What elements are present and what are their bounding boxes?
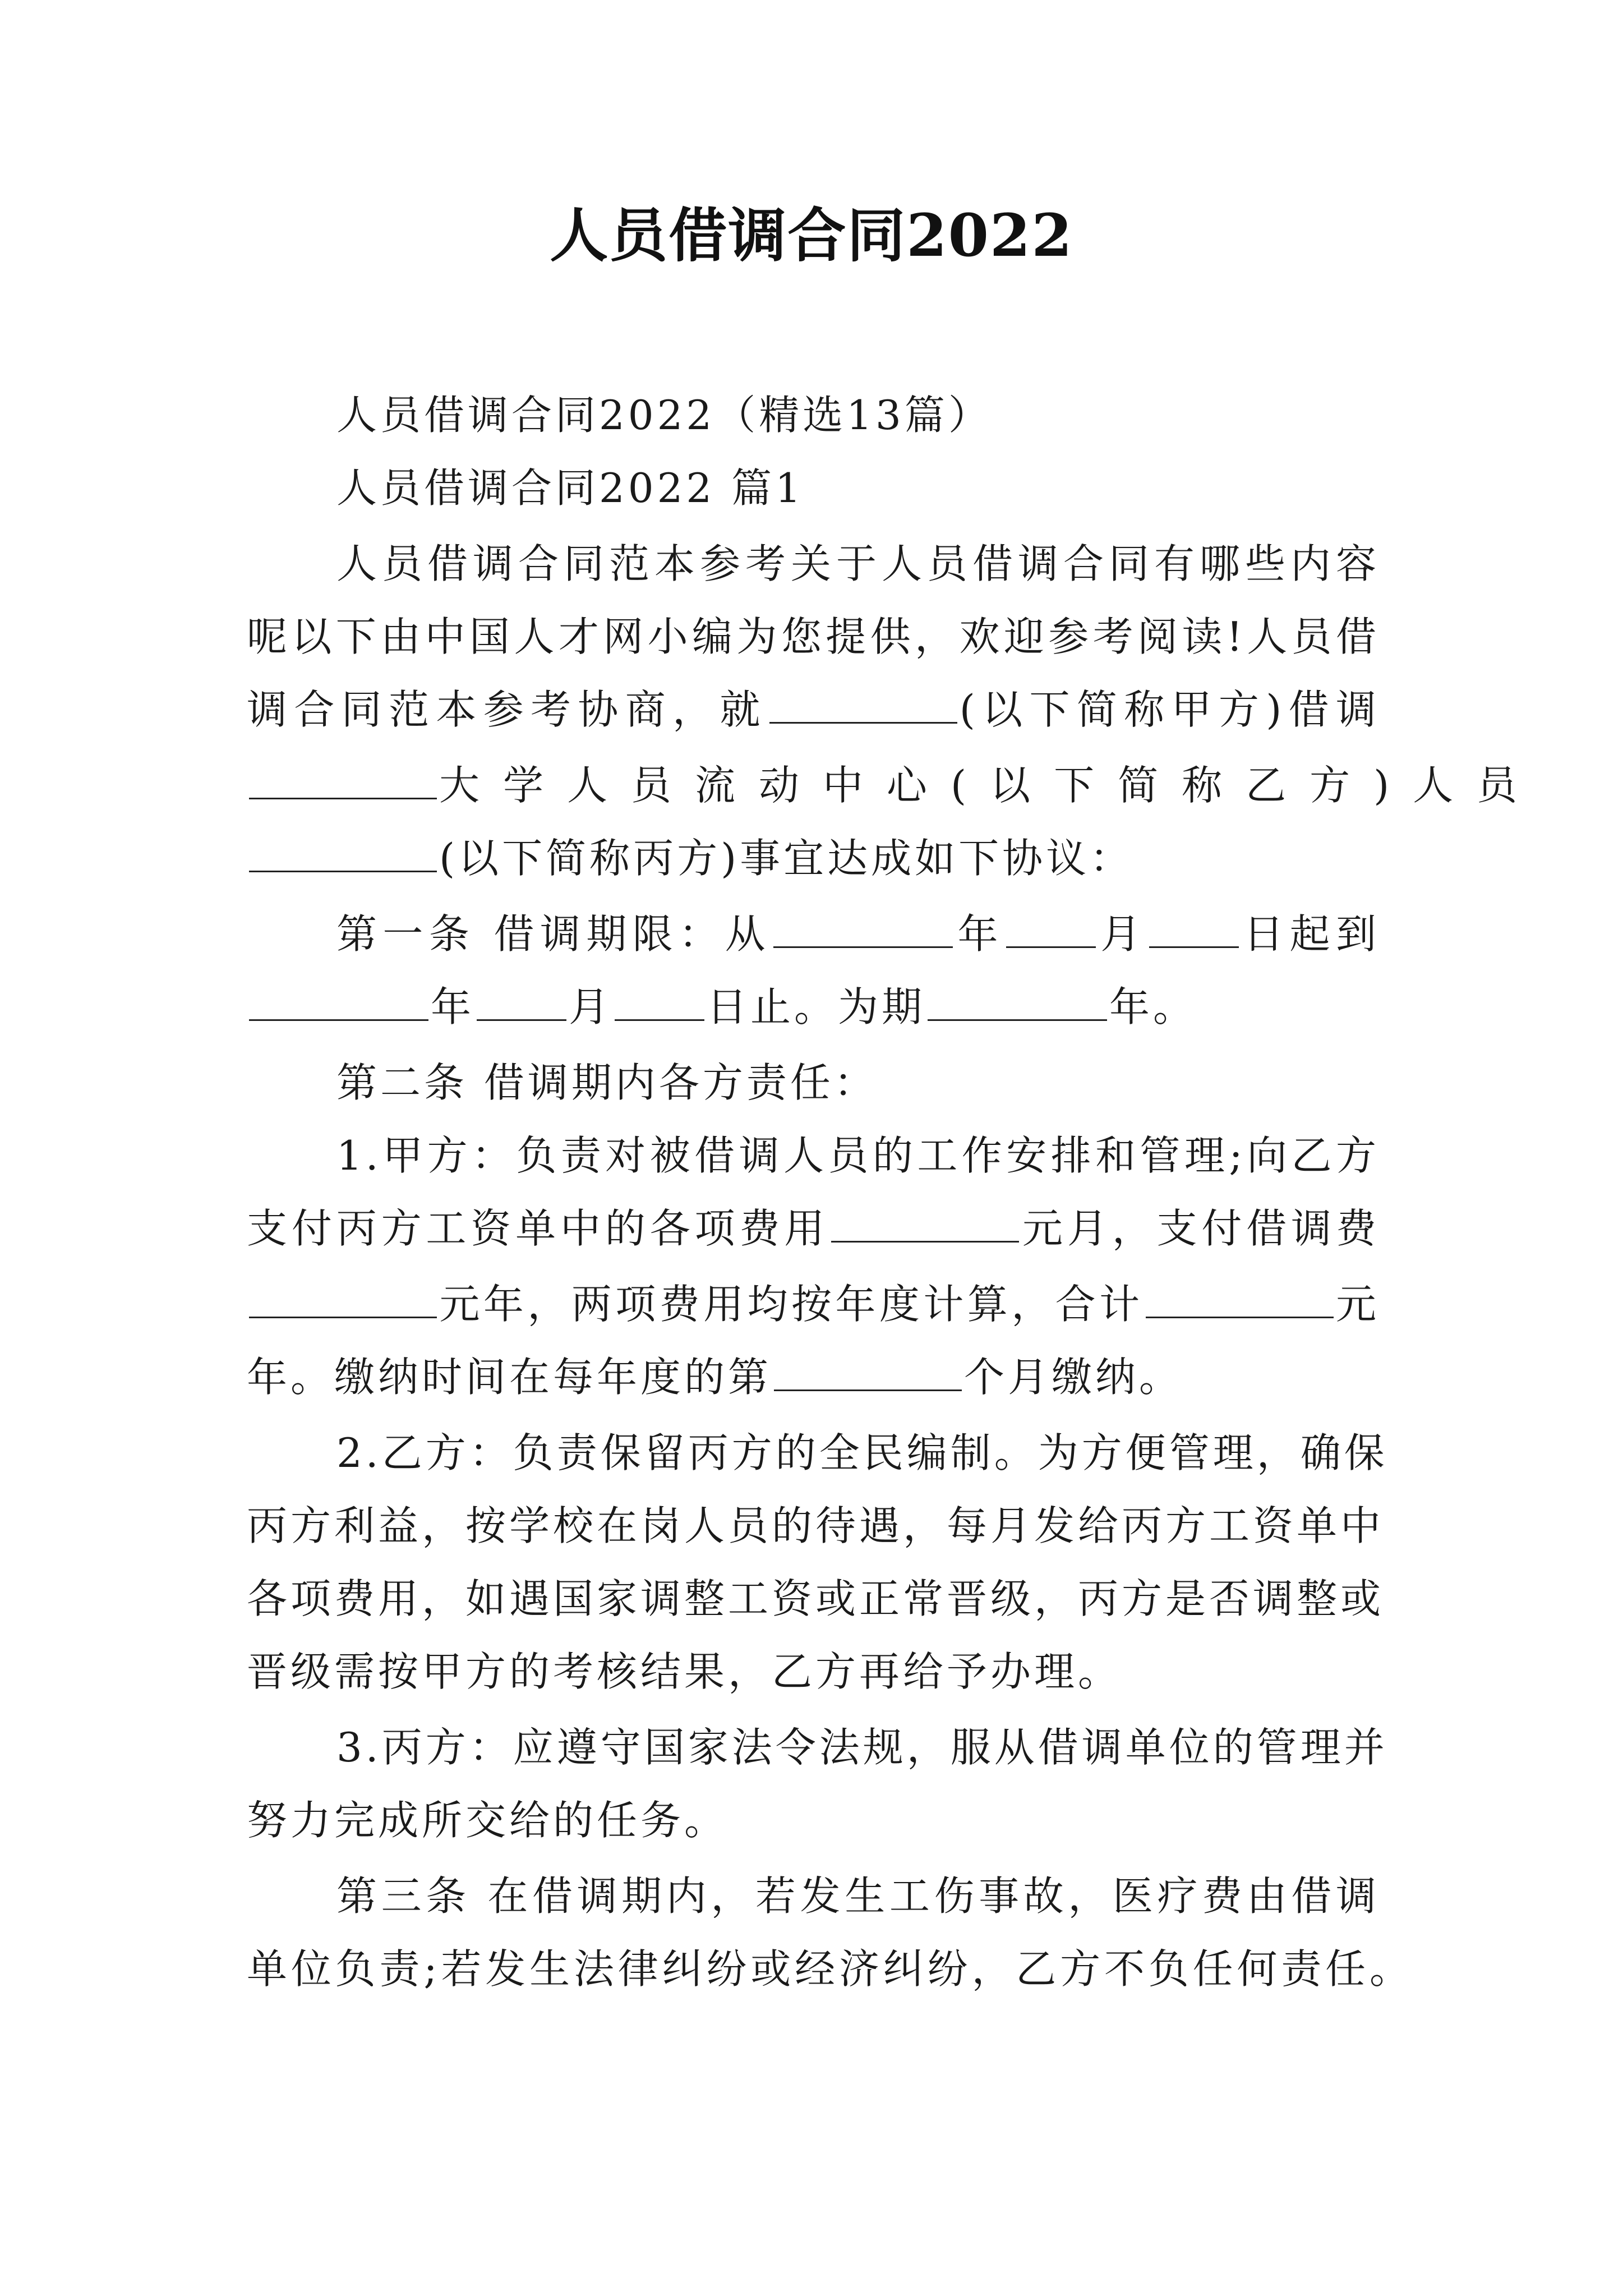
fill-blank[interactable] xyxy=(615,979,704,1021)
fill-blank[interactable] xyxy=(477,979,566,1021)
document-title: 人员借调合同2022 xyxy=(550,201,1073,270)
paragraph-line xyxy=(247,1200,1380,1257)
paragraph-line xyxy=(247,757,1541,813)
fill-blank[interactable] xyxy=(249,1276,437,1318)
fill-blank[interactable] xyxy=(928,979,1107,1021)
paragraph-line xyxy=(247,830,1133,886)
text-segment: 年 xyxy=(431,983,475,1030)
text-segment: 元年，两项费用均按年度计算，合计 xyxy=(439,1281,1144,1328)
text-segment: 支付丙方工资单中的各项费用 xyxy=(247,1205,829,1252)
text-segment: 调合同范本参考协商，就 xyxy=(247,686,767,733)
section-heading: 人员借调合同2022 篇1 xyxy=(336,464,804,512)
paragraph-line: 各项费用，如遇国家调整工资或正常晋级，丙方是否调整或 xyxy=(247,1575,1385,1622)
text-segment: 月 xyxy=(1098,910,1147,958)
article-2-heading: 第二条 借调期内各方责任： xyxy=(336,1059,878,1106)
paragraph-line: 1.甲方：负责对被借调人员的工作安排和管理;向乙方 xyxy=(336,1132,1380,1179)
paragraph-line xyxy=(247,1276,1380,1332)
paragraph-line: 2.乙方：负责保留丙方的全民编制。为方便管理，确保 xyxy=(336,1429,1388,1476)
text-segment: 元 xyxy=(1335,1281,1380,1328)
text-segment: (以下简称丙方)事宜达成如下协议： xyxy=(439,835,1134,882)
text-segment: 元月，支付借调费 xyxy=(1021,1205,1380,1252)
text-segment: 年。缴纳时间在每年度的第 xyxy=(247,1354,772,1401)
paragraph-line: 3.丙方：应遵守国家法令法规，服从借调单位的管理并 xyxy=(336,1724,1388,1771)
fill-blank[interactable] xyxy=(769,682,957,724)
paragraph-line: 单位负责;若发生法律纠纷或经济纠纷，乙方不负任何责任。 xyxy=(247,1945,1413,1993)
fill-blank[interactable] xyxy=(1146,1276,1334,1318)
fill-blank[interactable] xyxy=(831,1200,1019,1243)
fill-blank[interactable] xyxy=(773,906,953,948)
subtitle-line: 人员借调合同2022（精选13篇） xyxy=(336,392,992,439)
fill-blank[interactable] xyxy=(249,830,437,872)
paragraph-line xyxy=(247,682,1380,738)
fill-blank[interactable] xyxy=(1006,906,1096,948)
text-segment: 第一条 借调期限：从 xyxy=(336,910,772,958)
text-segment: 月 xyxy=(569,983,613,1030)
paragraph-line: 第三条 在借调期内，若发生工伤事故，医疗费由借调 xyxy=(336,1872,1380,1920)
text-segment: 个月缴纳。 xyxy=(964,1354,1183,1401)
paragraph-line: 晋级需按甲方的考核结果，乙方再给予办理。 xyxy=(247,1648,1122,1695)
paragraph-line: 丙方利益，按学校在岗人员的待遇，每月发给丙方工资单中 xyxy=(247,1502,1385,1549)
text-segment: 大学人员流动中心(以下简称乙方)人员 xyxy=(439,762,1541,809)
paragraph-line: 呢以下由中国人才网小编为您提供，欢迎参考阅读!人员借 xyxy=(247,613,1380,660)
text-segment: (以下简称甲方)借调 xyxy=(959,686,1380,733)
paragraph-line xyxy=(247,1349,1183,1405)
fill-blank[interactable] xyxy=(249,757,437,799)
text-segment: 日止。为期 xyxy=(707,983,926,1030)
text-segment: 年。 xyxy=(1109,983,1197,1030)
text-segment: 日起到 xyxy=(1241,910,1380,958)
paragraph-line: 人员借调合同范本参考关于人员借调合同有哪些内容 xyxy=(336,540,1380,587)
fill-blank[interactable] xyxy=(774,1349,962,1391)
fill-blank[interactable] xyxy=(249,979,428,1021)
fill-blank[interactable] xyxy=(1149,906,1239,948)
article-1-line xyxy=(336,906,1380,962)
article-1-line xyxy=(247,979,1197,1035)
paragraph-line: 努力完成所交给的任务。 xyxy=(247,1797,728,1844)
text-segment: 年 xyxy=(955,910,1004,958)
